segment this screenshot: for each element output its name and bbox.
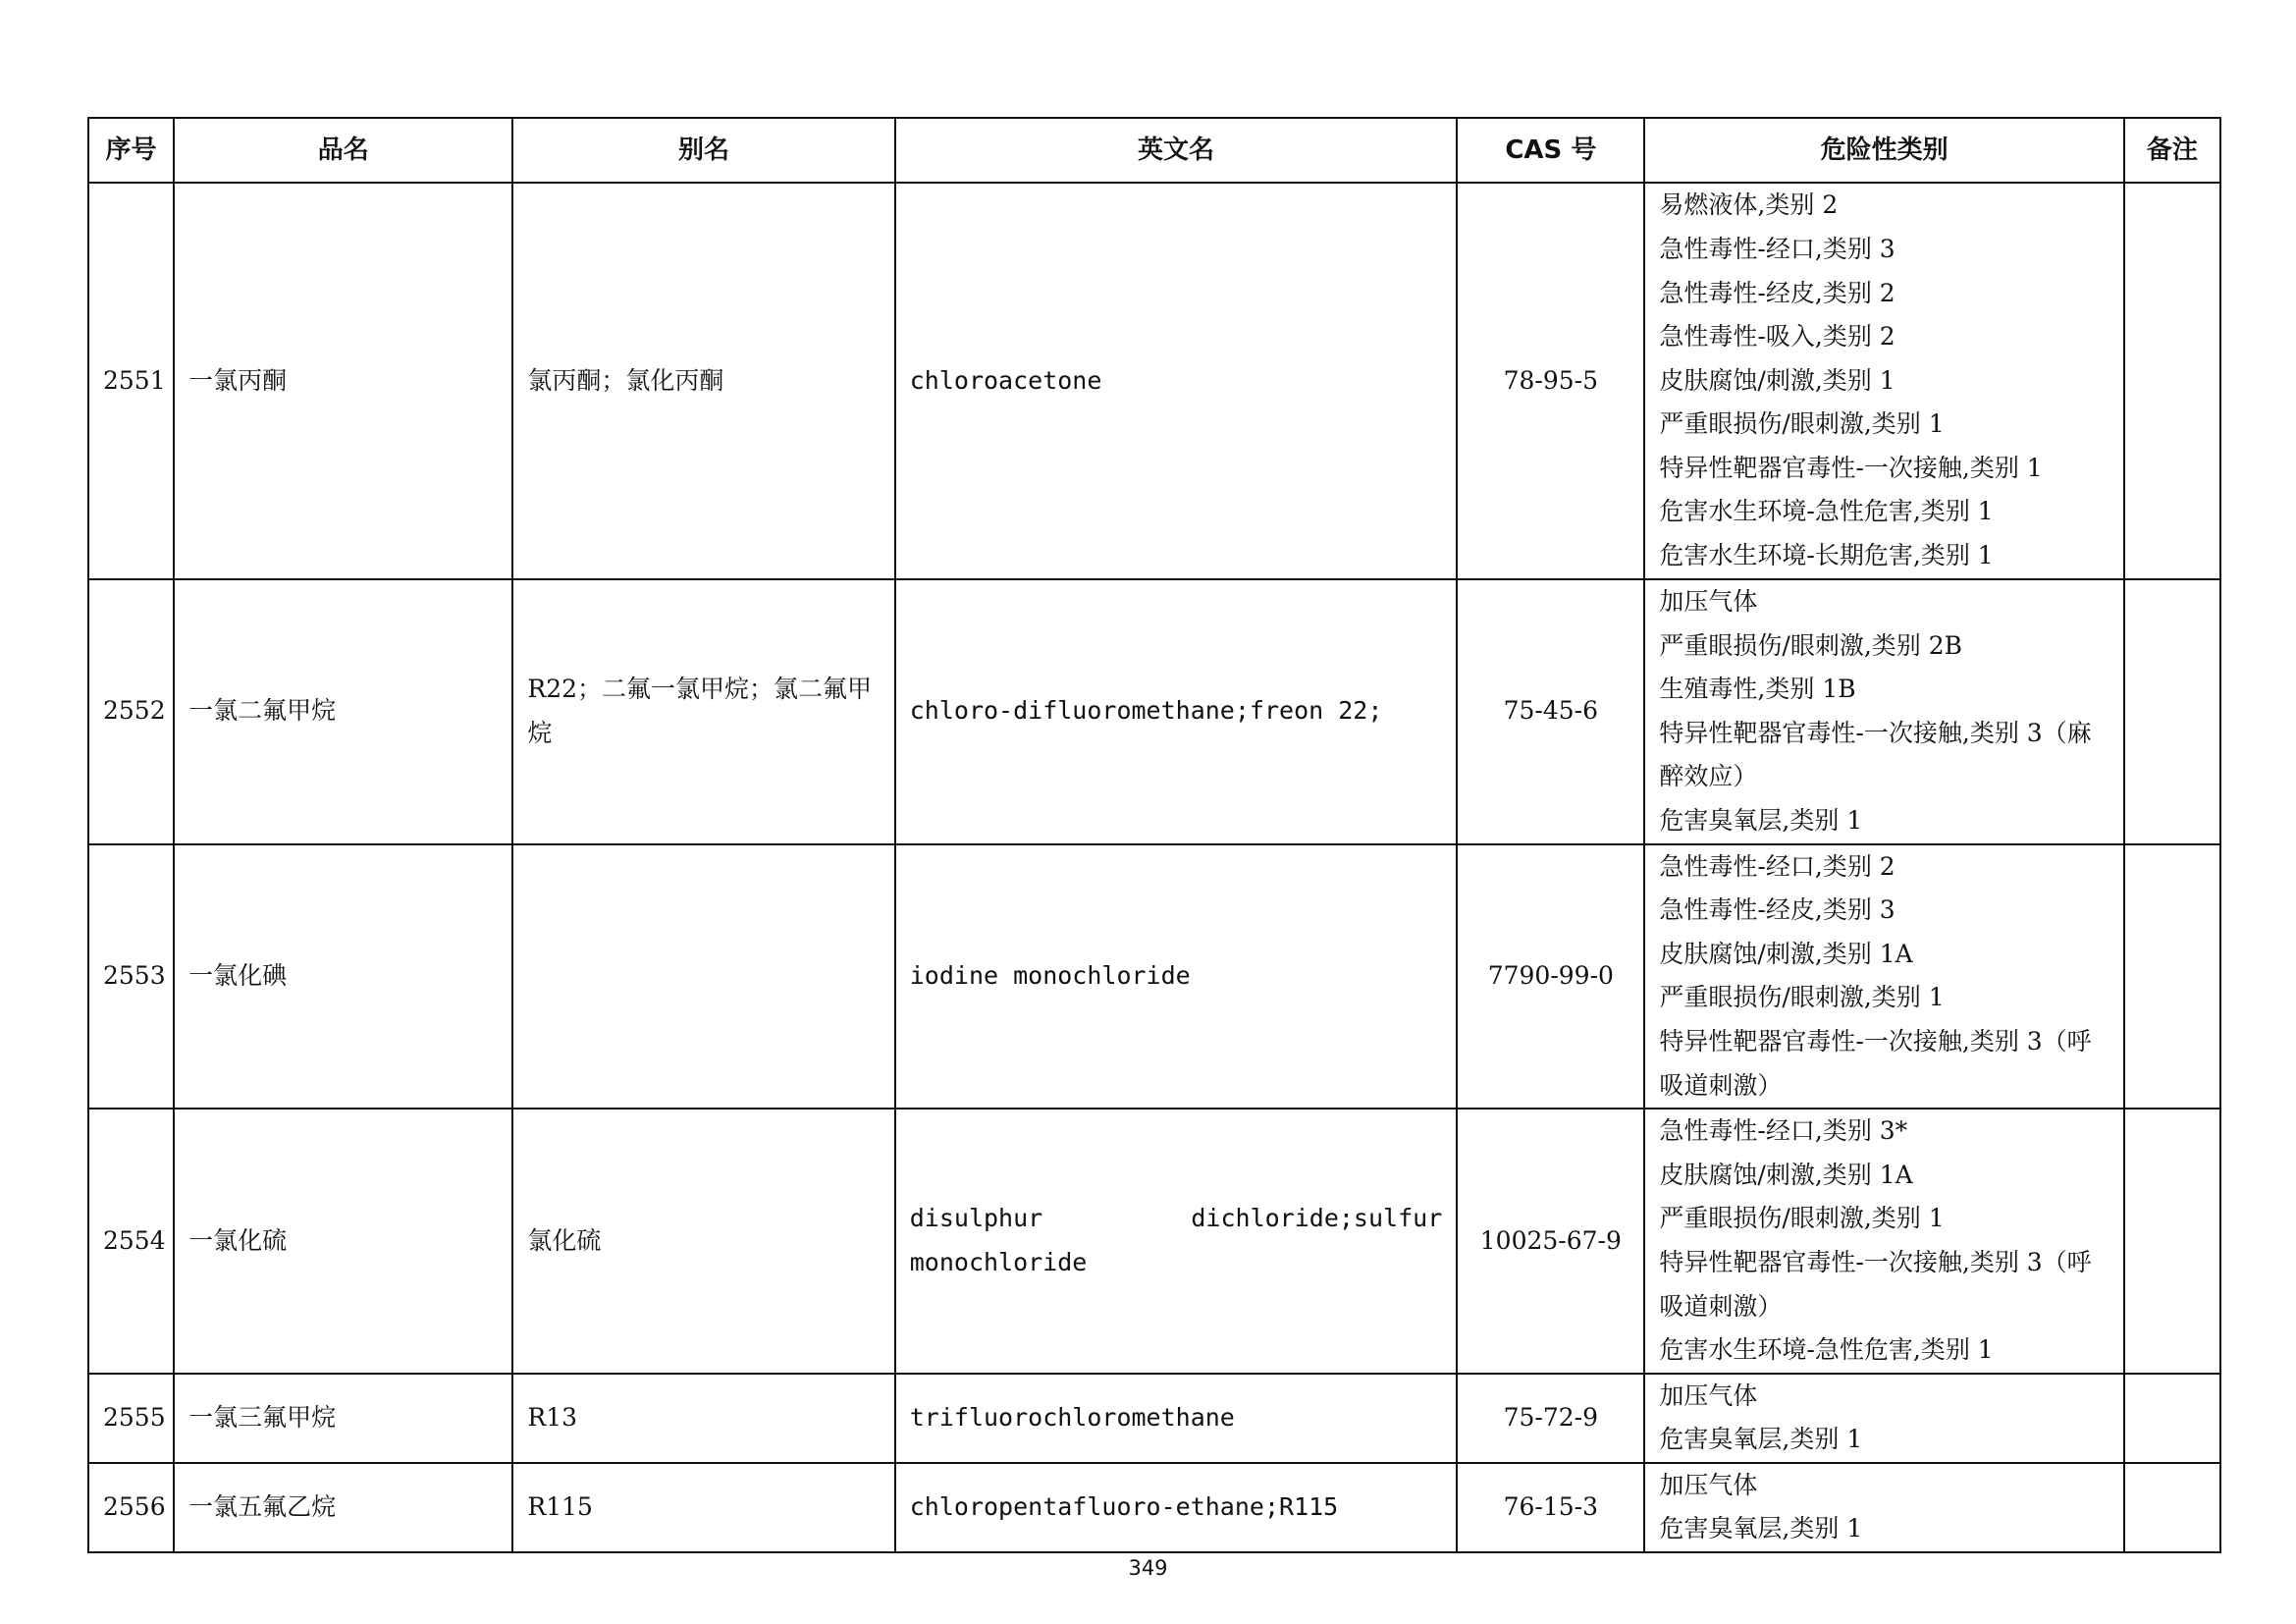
- hazard-item: 严重眼损伤/眼刺激,类别 2B: [1659, 630, 1963, 660]
- hazard-item: 皮肤腐蚀/刺激,类别 1A: [1659, 1160, 1913, 1189]
- table-row: [88, 1463, 2220, 1552]
- hazard-item: 加压气体: [1659, 587, 1758, 616]
- cell-seq: 2556: [88, 1463, 174, 1552]
- cell-cas: 78-95-5: [1457, 183, 1644, 579]
- cell-name: 一氯五氟乙烷: [174, 1463, 512, 1552]
- hazard-item: 特异性靶器官毒性-一次接触,类别 1: [1659, 453, 2043, 482]
- cell-name: 一氯三氟甲烷: [174, 1374, 512, 1463]
- page-number: 349: [1128, 1556, 1168, 1580]
- cell-seq: 2551: [88, 183, 174, 579]
- hazard-item: 皮肤腐蚀/刺激,类别 1: [1659, 365, 1896, 395]
- cell-seq: 2554: [88, 1109, 174, 1374]
- cell-cas: 75-45-6: [1457, 579, 1644, 844]
- header-alias: 别名: [512, 118, 894, 183]
- cell-name: 一氯丙酮: [174, 183, 512, 579]
- cell-english: trifluorochloromethane: [895, 1374, 1458, 1463]
- cell-seq: 2555: [88, 1374, 174, 1463]
- hazard-item: 皮肤腐蚀/刺激,类别 1A: [1659, 939, 1913, 968]
- cell-remark: [2124, 844, 2220, 1110]
- hazard-item: 加压气体: [1659, 1470, 1758, 1499]
- cell-alias: R115: [512, 1463, 894, 1552]
- hazard-item: 危害臭氧层,类别 1: [1659, 1514, 1863, 1543]
- cell-alias: 氯化硫: [512, 1109, 894, 1374]
- hazard-item: 急性毒性-经口,类别 2: [1659, 851, 1896, 881]
- header-hazard: 危险性类别: [1644, 118, 2123, 183]
- cell-remark: [2124, 183, 2220, 579]
- hazard-item: 易燃液体,类别 2: [1659, 190, 1839, 220]
- hazard-item: 加压气体: [1659, 1380, 1758, 1410]
- cell-name: 一氯二氟甲烷: [174, 579, 512, 844]
- cell-english: chloropentafluoro-ethane;R115: [895, 1463, 1458, 1552]
- hazard-item: 急性毒性-经口,类别 3: [1659, 234, 1896, 263]
- hazard-item: 急性毒性-经皮,类别 2: [1659, 278, 1896, 307]
- cell-alias: [512, 844, 894, 1110]
- cell-alias: R13: [512, 1374, 894, 1463]
- chemicals-table: [87, 117, 2221, 1553]
- hazard-item: 特异性靶器官毒性-一次接触,类别 3（呼吸道刺激）: [1659, 1247, 2092, 1321]
- hazard-item: 严重眼损伤/眼刺激,类别 1: [1659, 1204, 1945, 1233]
- table-row: [88, 1374, 2220, 1463]
- cell-cas: 75-72-9: [1457, 1374, 1644, 1463]
- header-cas: CAS 号: [1457, 118, 1644, 183]
- cell-hazard: [1644, 183, 2123, 579]
- cell-alias: R22；二氟一氯甲烷；氯二氟甲烷: [512, 579, 894, 844]
- hazard-item: 危害臭氧层,类别 1: [1659, 805, 1863, 835]
- cell-seq: 2553: [88, 844, 174, 1110]
- cell-seq: 2552: [88, 579, 174, 844]
- cell-alias: 氯丙酮；氯化丙酮: [512, 183, 894, 579]
- header-name: 品名: [174, 118, 512, 183]
- table-row: [88, 579, 2220, 844]
- hazard-item: 急性毒性-经口,类别 3*: [1659, 1116, 1908, 1146]
- table-row: [88, 183, 2220, 579]
- table-row: [88, 1109, 2220, 1374]
- cell-hazard: [1644, 579, 2123, 844]
- cell-name: 一氯化硫: [174, 1109, 512, 1374]
- header-remark: 备注: [2124, 118, 2220, 183]
- header-english: 英文名: [895, 118, 1458, 183]
- header-seq: 序号: [88, 118, 174, 183]
- cell-cas: 76-15-3: [1457, 1463, 1644, 1552]
- hazard-item: 严重眼损伤/眼刺激,类别 1: [1659, 409, 1945, 439]
- hazard-item: 危害臭氧层,类别 1: [1659, 1425, 1863, 1454]
- cell-remark: [2124, 579, 2220, 844]
- cell-english: iodine monochloride: [895, 844, 1458, 1110]
- cell-english: chloroacetone: [895, 183, 1458, 579]
- table-row: [88, 844, 2220, 1110]
- cell-cas: 10025-67-9: [1457, 1109, 1644, 1374]
- hazard-item: 特异性靶器官毒性-一次接触,类别 3（麻醉效应）: [1659, 718, 2092, 791]
- header-row: [88, 118, 2220, 183]
- hazard-item: 危害水生环境-长期危害,类别 1: [1659, 541, 1994, 570]
- cell-cas: 7790-99-0: [1457, 844, 1644, 1110]
- cell-name: 一氯化碘: [174, 844, 512, 1110]
- cell-english: chloro-difluoromethane;freon 22;: [895, 579, 1458, 844]
- hazard-item: 急性毒性-经皮,类别 3: [1659, 895, 1896, 925]
- cell-hazard: [1644, 1374, 2123, 1463]
- cell-hazard: [1644, 1463, 2123, 1552]
- hazard-item: 危害水生环境-急性危害,类别 1: [1659, 1335, 1994, 1365]
- cell-remark: [2124, 1109, 2220, 1374]
- cell-hazard: [1644, 1109, 2123, 1374]
- hazard-item: 危害水生环境-急性危害,类别 1: [1659, 497, 1994, 526]
- hazard-item: 急性毒性-吸入,类别 2: [1659, 322, 1896, 352]
- hazard-item: 严重眼损伤/眼刺激,类别 1: [1659, 983, 1945, 1012]
- cell-remark: [2124, 1463, 2220, 1552]
- hazard-item: 特异性靶器官毒性-一次接触,类别 3（呼吸道刺激）: [1659, 1026, 2092, 1100]
- hazard-item: 生殖毒性,类别 1B: [1659, 675, 1856, 704]
- cell-hazard: [1644, 844, 2123, 1110]
- cell-english: disulphur dichloride;sulfur monochloride: [895, 1109, 1458, 1374]
- cell-remark: [2124, 1374, 2220, 1463]
